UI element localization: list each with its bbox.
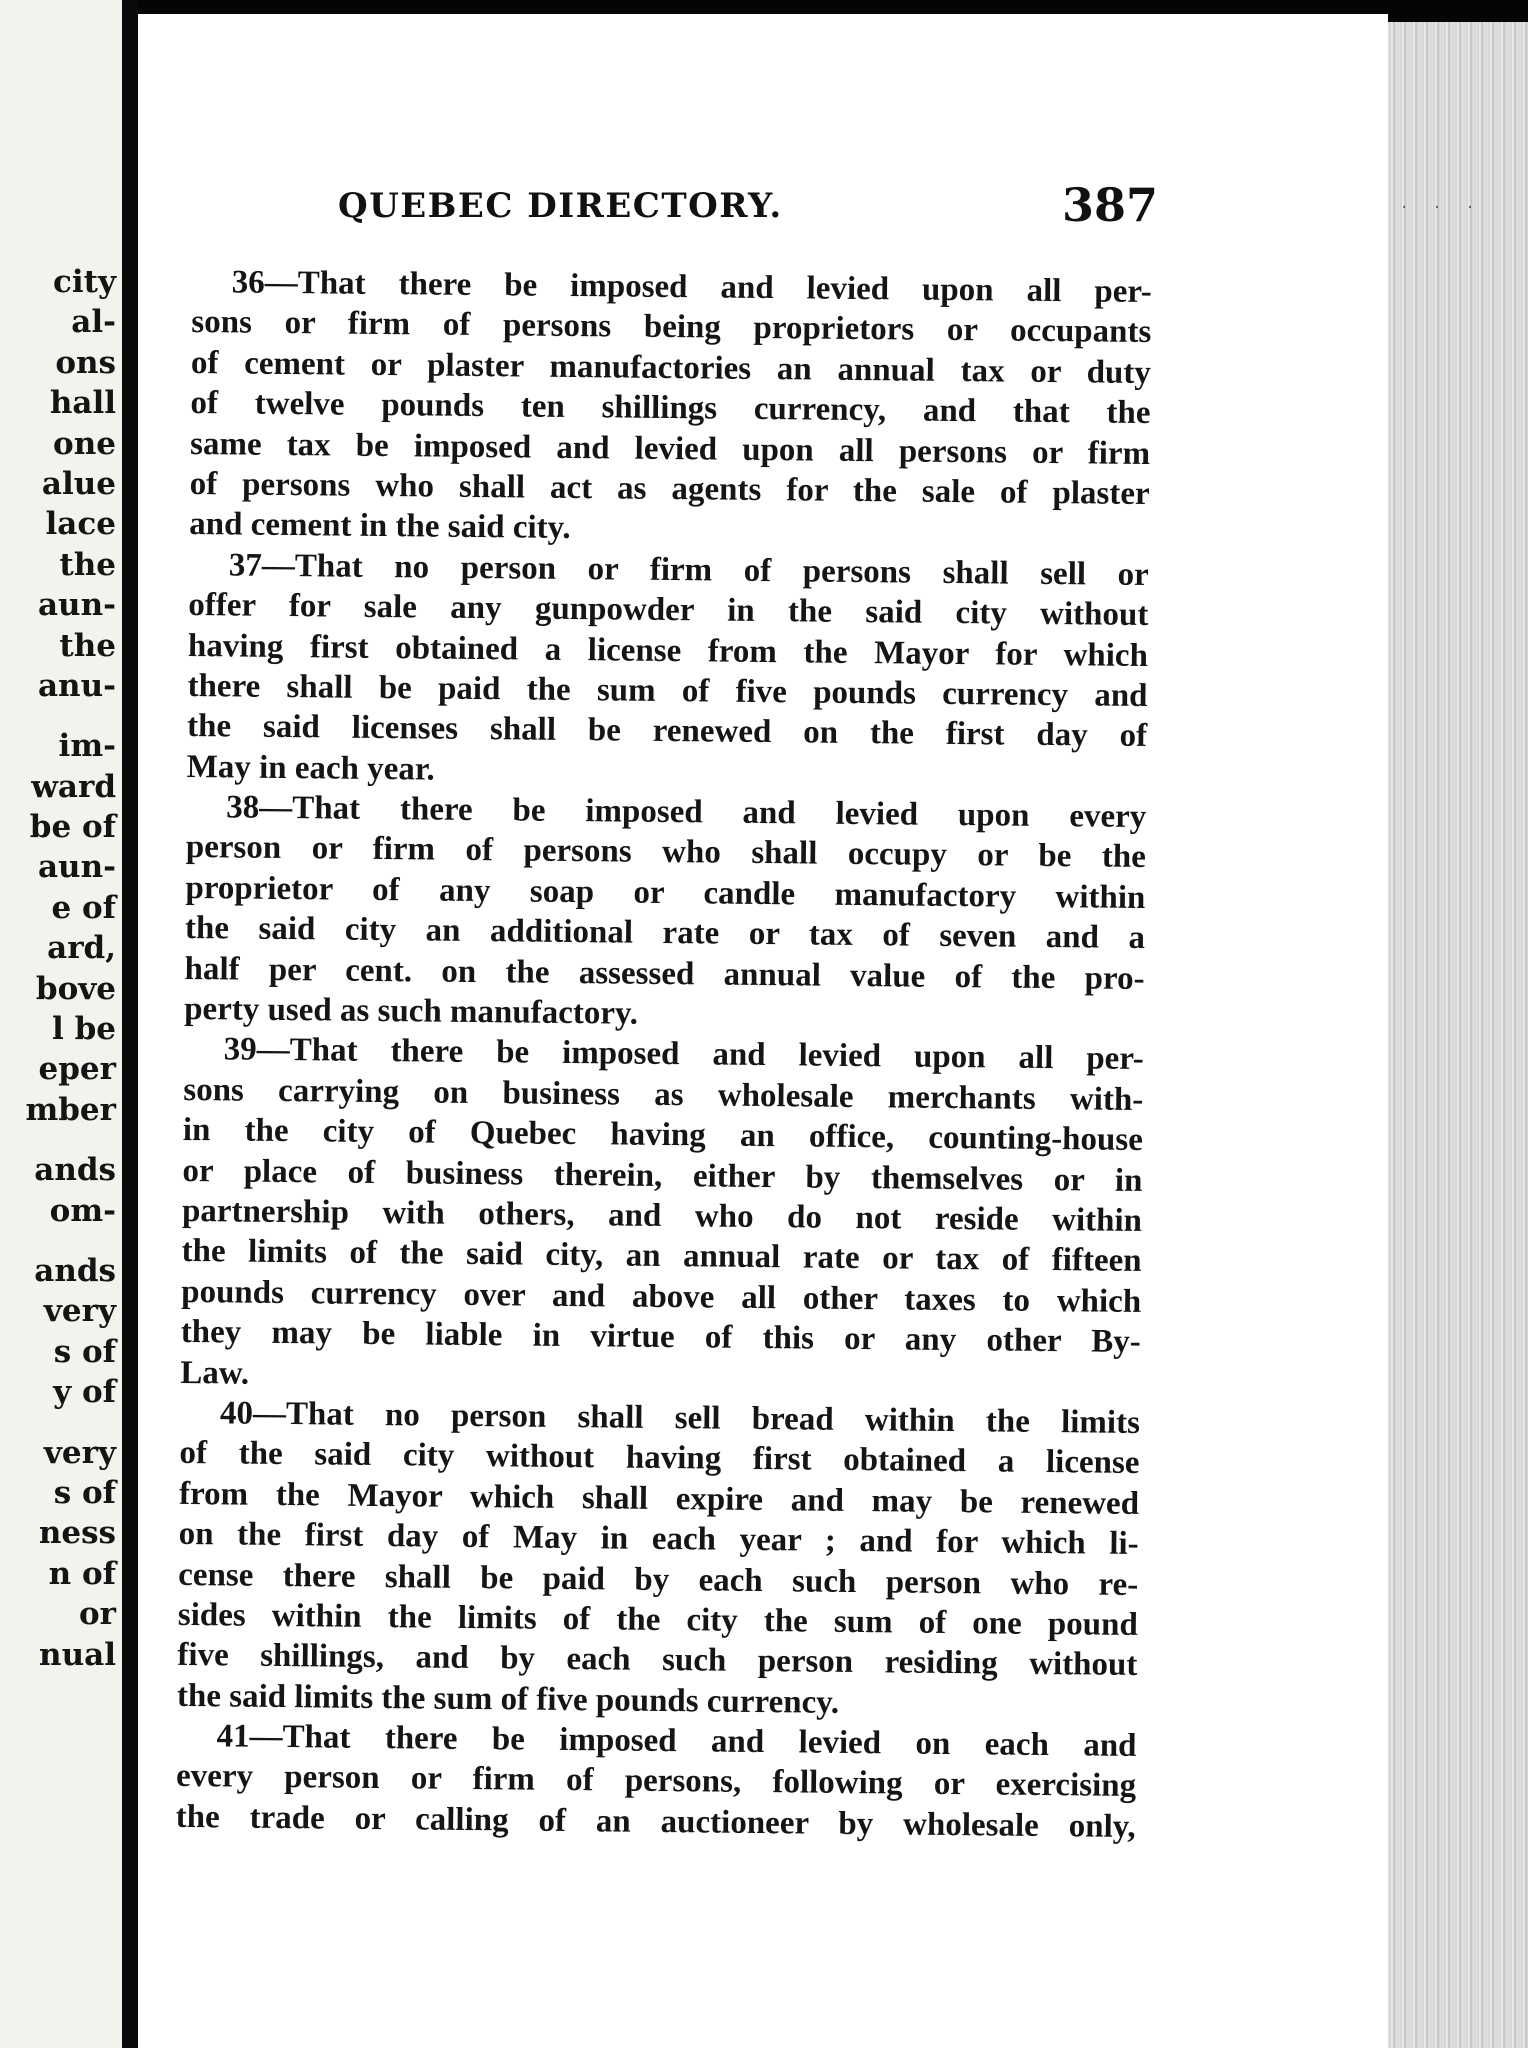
text-line: in the city of Quebec having an office, counting-house: [182, 1112, 1144, 1159]
text-line: 41—That there be imposed and levied on each and: [216, 1718, 1137, 1765]
text-line: perty used as such manufactory.: [183, 990, 639, 1032]
left-page-fragment: om-: [49, 1192, 116, 1229]
text-line: cense there shall be paid by each such person who re-: [178, 1556, 1139, 1603]
left-page-fragment: alue: [41, 465, 116, 502]
text-line: of twelve pounds ten shillings currency, and that the: [190, 385, 1151, 432]
left-page-fragment: [25, 1130, 116, 1150]
text-line: offer for sale any gunpowder in the said city without: [188, 587, 1149, 634]
left-page-fragment: or: [78, 1596, 116, 1633]
page-header: [338, 168, 1158, 238]
left-page-fragment: ons: [55, 344, 116, 381]
text-line: there shall be paid the sum of five pounds currency and: [187, 667, 1148, 714]
left-page-fragment: ands: [34, 1252, 116, 1289]
text-line: pounds currency over and above all other taxes to which: [181, 1273, 1142, 1320]
left-page-fragment: bove: [35, 970, 116, 1007]
page-edges: [1388, 22, 1528, 2048]
left-page-fragment: e of: [51, 889, 116, 926]
text-line: from the Mayor which shall expire and may be renewed: [178, 1475, 1140, 1522]
text-line: May in each year.: [186, 748, 435, 788]
text-line: or place of business therein, either by themselves or in: [182, 1152, 1143, 1199]
book-gutter: [122, 0, 138, 2048]
text-line: Law.: [180, 1354, 250, 1392]
page-number: 387: [1061, 178, 1158, 232]
text-line: proprietor of any soap or candle manufactory within: [185, 869, 1146, 916]
left-page-fragment: mber: [25, 1091, 116, 1128]
text-line: the limits of the said city, an annual rate or tax of fifteen: [181, 1233, 1142, 1280]
left-page-fragment: [25, 1413, 116, 1433]
left-page-fragment: anu-: [37, 667, 116, 704]
text-line: 38—That there be imposed and levied upon every: [226, 789, 1147, 836]
text-line: every person or firm of persons, following or exercising: [175, 1758, 1137, 1805]
left-page-fragment: hall: [49, 385, 116, 422]
running-title: QUEBEC DIRECTORY.: [338, 186, 783, 226]
left-page-fragment: aun-: [37, 587, 116, 624]
text-line: 39—That there be imposed and levied upon all per-: [223, 1031, 1144, 1078]
text-line: partnership with others, and who do not reside within: [181, 1192, 1143, 1239]
text-line: person or firm of persons who shall occupy or be the: [185, 829, 1147, 876]
left-page-fragment: one: [53, 425, 116, 462]
text-line: sides within the limits of the city the sum of one pound: [177, 1596, 1138, 1643]
left-page-fragment: ard,: [47, 930, 116, 967]
text-line: the said licenses shall be renewed on the first day of: [186, 708, 1148, 755]
text-line: five shillings, and by each such person residing without: [177, 1637, 1138, 1684]
by-law-clause: [180, 1029, 1144, 1403]
text-line: of persons who shall act as agents for the sale of plaster: [189, 465, 1150, 512]
left-page-fragment: ward: [31, 768, 116, 805]
left-page-fragment: aun-: [37, 849, 116, 886]
text-line: of cement or plaster manufactories an annual tax or duty: [190, 344, 1152, 391]
by-law-clause: [184, 787, 1146, 1039]
left-page-fragment: im-: [58, 728, 116, 765]
text-line: sons carrying on business as wholesale merchants with-: [183, 1071, 1144, 1118]
left-page-fragment: very: [43, 1434, 116, 1471]
text-line: the said limits the sum of five pounds currency.: [176, 1677, 840, 1721]
text-line: they may be liable in virtue of this or any other By-: [180, 1314, 1141, 1361]
text-line: on the first day of May in each year ; and for which li-: [178, 1516, 1139, 1563]
left-page-fragment: ands: [34, 1152, 116, 1189]
text-line: 37—That no person or firm of persons shall sell or: [228, 547, 1149, 593]
left-page-fragment: [25, 1231, 116, 1251]
left-page-fragment: the: [59, 627, 116, 664]
left-page-fragment: n of: [48, 1555, 116, 1592]
left-page-fragment: city: [53, 264, 116, 300]
left-page-fragment: s of: [53, 1333, 116, 1370]
left-page-fragment: s of: [53, 1474, 116, 1511]
left-page-fragment: ness: [38, 1515, 116, 1552]
by-law-clause: [177, 1393, 1140, 1726]
left-page-fragment: [25, 706, 116, 726]
left-page-fragment: l be: [52, 1011, 116, 1048]
text-line: half per cent. on the assessed annual value of the pro-: [184, 950, 1145, 997]
text-line: 36—That there be imposed and levied upon all per-: [231, 264, 1152, 311]
left-page-text-fragments: [25, 262, 116, 1675]
text-line: having first obtained a license from the Mayor for which: [187, 627, 1149, 674]
by-law-clause: [176, 1716, 1137, 1847]
page-body: [176, 262, 1152, 1847]
text-line: sons or firm of persons being proprietors or occupants: [191, 304, 1152, 351]
text-line: of the said city without having first obtained a license: [179, 1435, 1140, 1482]
text-line: and cement in the said city.: [189, 506, 571, 547]
edge-marks: · · ·: [1400, 200, 1483, 216]
left-page-fragment: y of: [53, 1374, 116, 1411]
left-page-fragment: eper: [38, 1051, 116, 1088]
text-line: same tax be imposed and levied upon all persons or firm: [189, 425, 1151, 472]
left-page-fragment: be of: [29, 809, 116, 846]
left-page-fragment: the: [59, 546, 116, 583]
text-line: 40—That no person shall sell bread within the limits: [219, 1395, 1141, 1441]
left-page-fragment: nual: [39, 1636, 116, 1673]
left-page-fragment: very: [43, 1293, 116, 1330]
left-page-fragment: lace: [45, 506, 116, 543]
text-line: the said city an additional rate or tax of seven and a: [184, 910, 1146, 957]
by-law-clause: [189, 262, 1152, 555]
by-law-clause: [187, 545, 1149, 797]
text-line: the trade or calling of an auctioneer by wholesale only,: [175, 1798, 1136, 1845]
left-page-fragment: al-: [71, 304, 116, 341]
left-facing-page: [0, 0, 122, 2048]
